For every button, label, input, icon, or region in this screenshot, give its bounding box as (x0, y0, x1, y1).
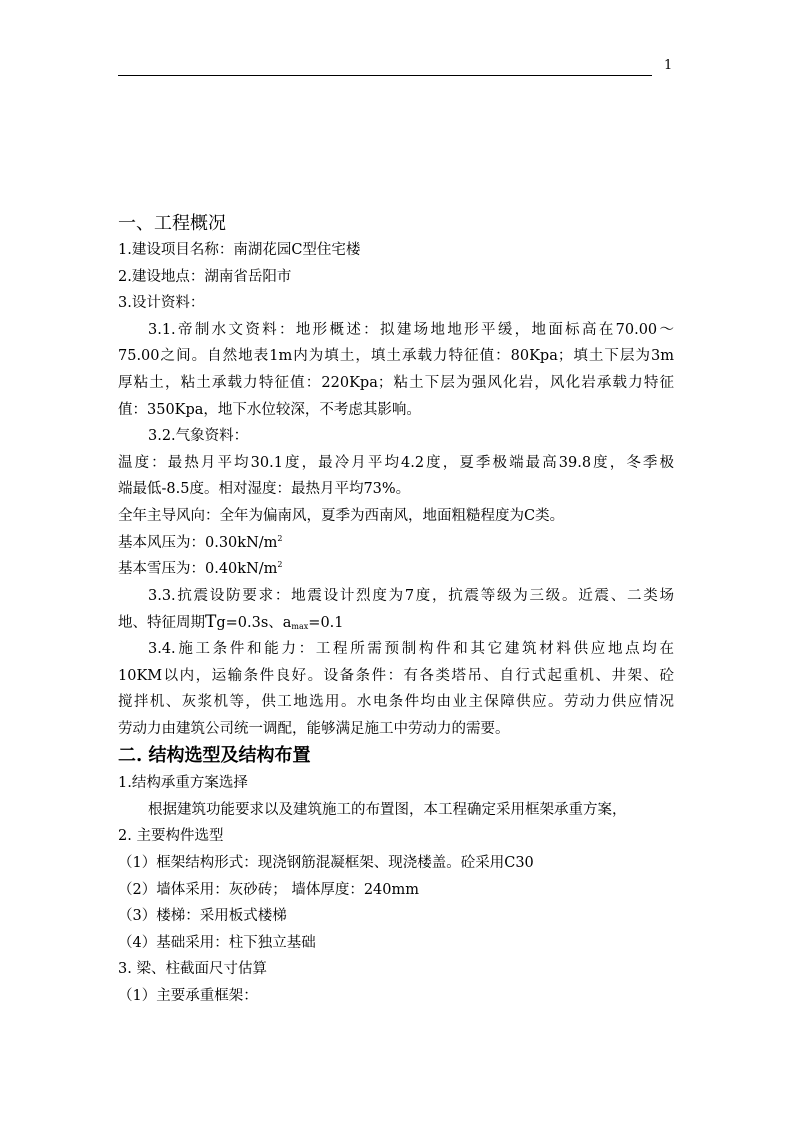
paragraph-construction-4: 劳动力由建筑公司统一调配，能够满足施工中劳动力的需要。 (118, 720, 510, 737)
paragraph-temperature-1: 温度：最热月平均30.1度，最冷月平均4.2度，夏季极端最高39.8度，冬季极 (118, 454, 674, 471)
paragraph-construction-2: 10KM以内，运输条件良好。设备条件：有各类塔吊、自行式起重机、井架、砼 (118, 667, 674, 684)
snow-pressure-exponent: 2 (277, 560, 283, 570)
list-item-foundation: （4）基础采用：柱下独立基础 (118, 934, 316, 951)
seismic-alpha-value: =0.1 (308, 615, 344, 632)
paragraph-design-data: 3.设计资料： (118, 295, 205, 312)
subheading-load-scheme: 1.结构承重方案选择 (118, 775, 248, 792)
paragraph-wind-pressure (118, 530, 674, 557)
paragraph-weather-title: 3.2.气象资料： (148, 428, 249, 445)
paragraph-snow-pressure (118, 556, 674, 583)
header-rule (118, 75, 652, 76)
seismic-subscript: max (291, 622, 309, 632)
seismic-period-symbol: T (205, 612, 217, 633)
list-item-frame: （1）框架结构形式：现浇钢筋混凝框架、现浇楼盖。砼采用C30 (118, 855, 534, 872)
paragraph-hydro-4: 值：350Kpa，地下水位较深，不考虑其影响。 (118, 401, 421, 418)
snow-pressure-text: 基本雪压为：0.40kN/m (118, 561, 278, 578)
paragraph-seismic-1: 3.3.抗震设防要求：地震设计烈度为7度，抗震等级为三级。近震、二类场 (148, 587, 674, 604)
paragraph-construction-1: 3.4.施工条件和能力：工程所需预制构件和其它建筑材料供应地点均在 (148, 640, 674, 657)
document-body (118, 210, 674, 1010)
list-item-main-frame: （1）主要承重框架： (118, 988, 258, 1005)
paragraph-temperature-2: 端最低-8.5度。相对湿度：最热月平均73%。 (118, 481, 411, 498)
paragraph-hydro-3: 厚粘土，粘土承载力特征值：220Kpa；粘土下层为强风化岩，风化岩承载力特征 (118, 374, 674, 391)
subheading-section-size: 3. 梁、柱截面尺寸估算 (118, 961, 267, 978)
section-heading-2: 二. 结构选型及结构布置 (118, 745, 311, 767)
list-item-stair: （3）楼梯：采用板式楼梯 (118, 908, 287, 925)
paragraph-location: 2.建设地点：湖南省岳阳市 (118, 268, 292, 285)
seismic-period-value: g=0.3s、a (216, 615, 292, 632)
wind-pressure-exponent: 2 (277, 533, 283, 543)
list-item-wall: （2）墙体采用：灰砂砖； 墙体厚度：240mm (118, 881, 420, 898)
paragraph-hydro-1: 3.1.帝制水文资料：地形概述：拟建场地地形平缓，地面标高在70.00～ (148, 321, 674, 338)
paragraph-hydro-2: 75.00之间。自然地表1m内为填土，填土承载力特征值：80Kpa；填土下层为3m (118, 348, 674, 365)
paragraph-seismic-2 (118, 609, 674, 636)
wind-pressure-text: 基本风压为：0.30kN/m (118, 534, 278, 551)
paragraph-project-name: 1.建设项目名称：南湖花园C型住宅楼 (118, 242, 361, 258)
paragraph-construction-3: 搅拌机、灰浆机等，供工地选用。水电条件均由业主保障供应。劳动力供应情况 (118, 694, 674, 711)
page-number: 1 (664, 58, 673, 73)
paragraph-wind: 全年主导风向：全年为偏南风，夏季为西南风，地面粗糙程度为C类。 (118, 507, 565, 524)
section-heading-1: 一、工程概况 (118, 213, 226, 234)
subheading-member-selection: 2. 主要构件选型 (118, 828, 224, 845)
paragraph-load-scheme: 根据建筑功能要求以及建筑施工的布置图，本工程确定采用框架承重方案， (148, 801, 627, 818)
seismic-text: 地、特征周期 (118, 615, 205, 632)
